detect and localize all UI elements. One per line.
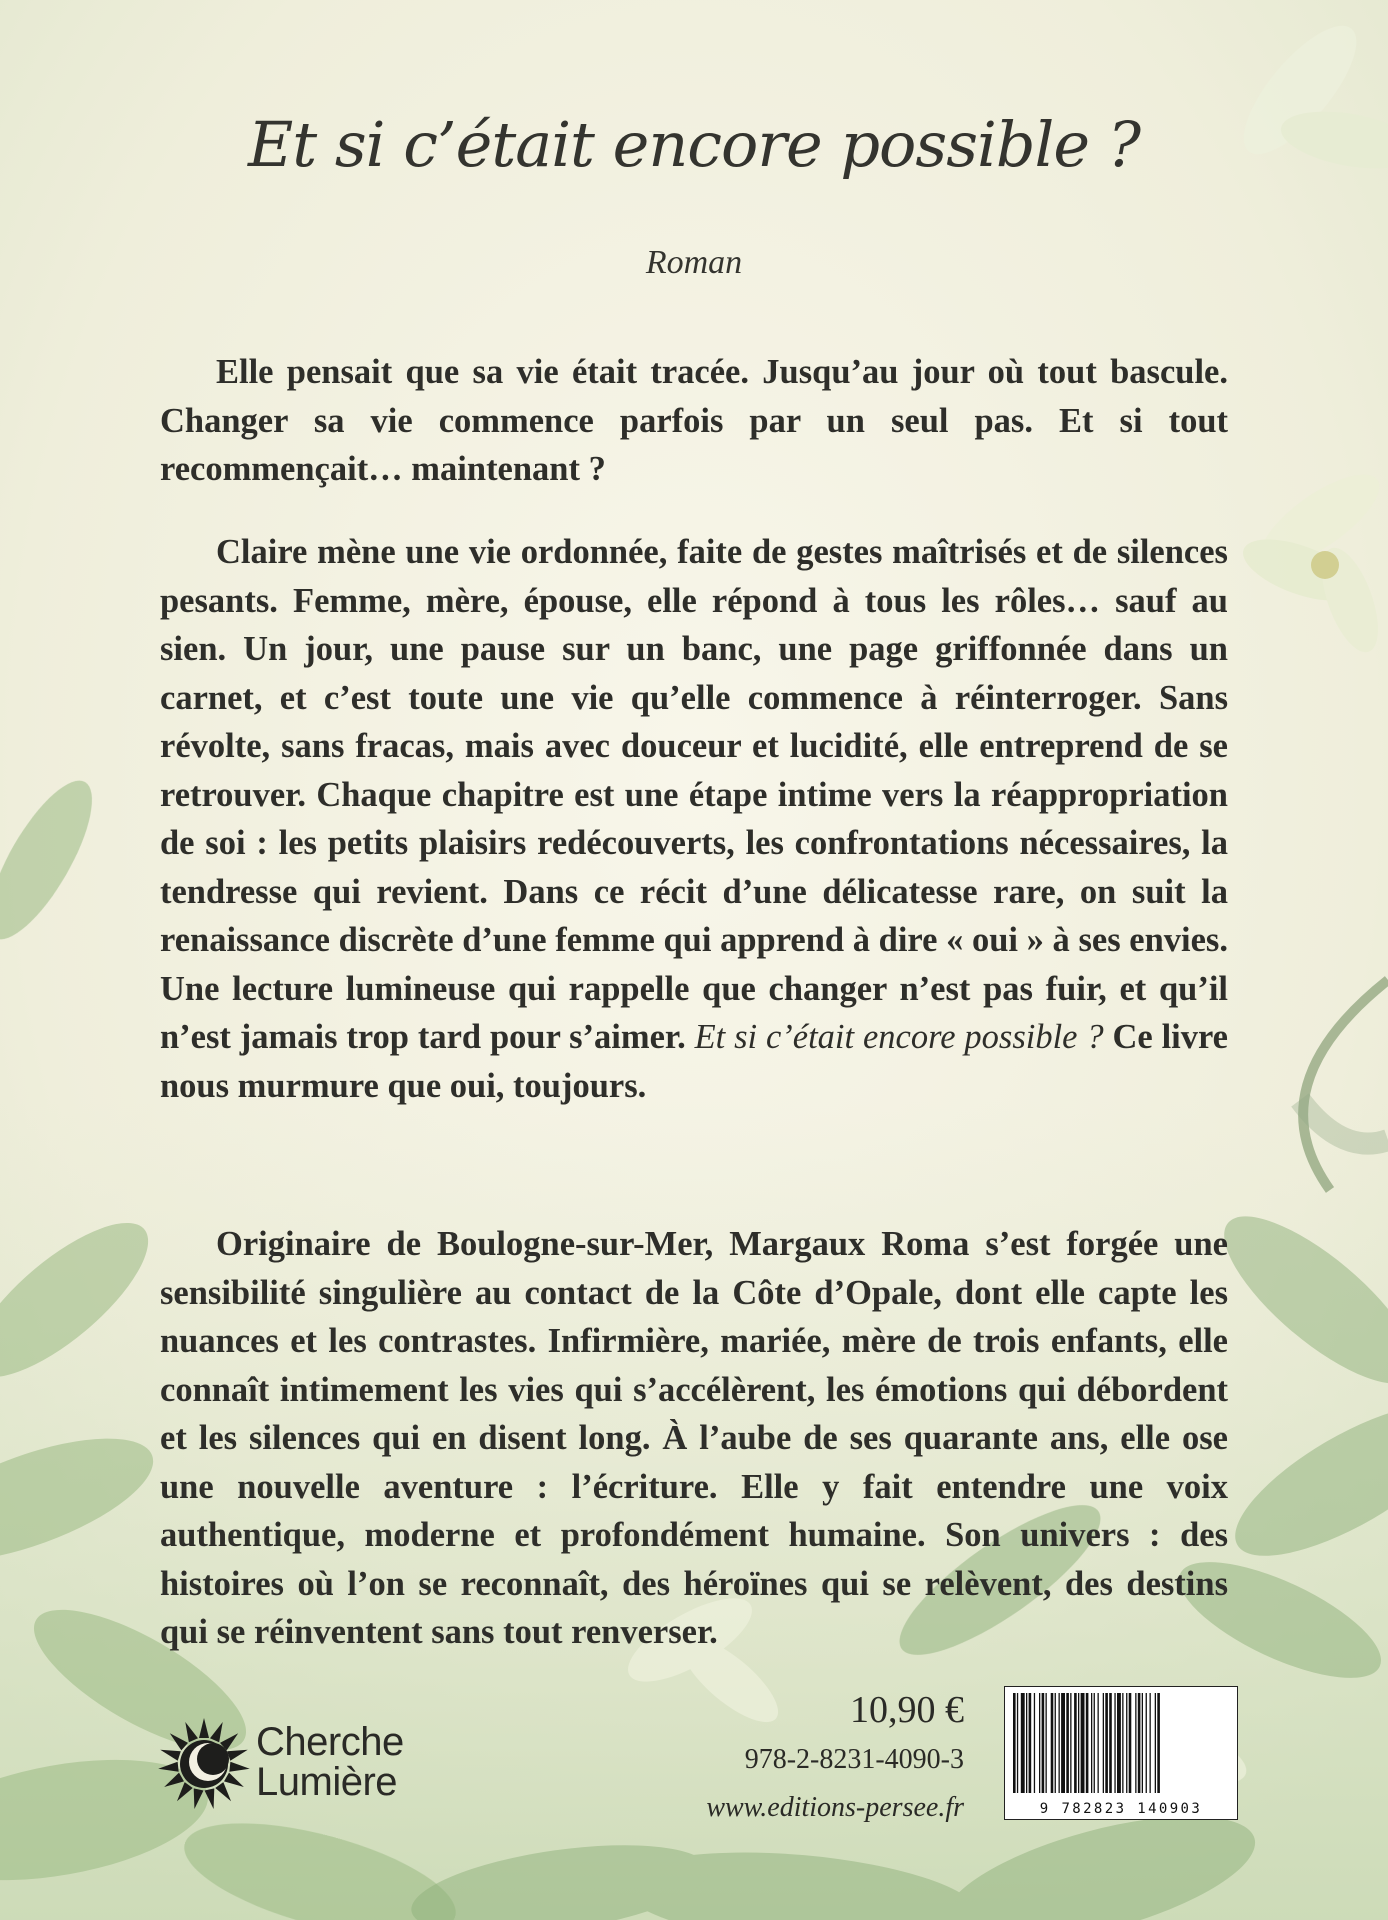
barcode-bar — [1109, 1693, 1112, 1793]
barcode-bar — [1098, 1693, 1099, 1793]
blurb-paragraph-2-text: Claire mène une vie ordonnée, faite de gestes maîtrisés et de silences pesants. Femme, mère, épouse, elle répond à tous les rôles… sauf au sien. Un jour, une pause sur un banc, une page griffonnée dans un carnet, et c’est toute une vie qu’elle commence à réinterroger. Sans révolte, sans fracas, mais avec douceur et lucidité, elle entreprend de se retrouver. Chaque chapitre est une étape intime vers la réappropriation de soi : les petits plaisirs redécouverts, les confrontations nécessaires, la tendresse qui revient. Dans ce récit d’une délicatesse rare, on suit la renaissance discrète d’une femme qui apprend à dire « oui » à ses envies. Une lecture lumineuse qui rappelle que changer n’est pas fuir, et qu’il n’est jamais trop tard pour s’aimer. — [160, 533, 1228, 1056]
barcode-bars — [1011, 1693, 1231, 1795]
barcode-bar — [1091, 1693, 1092, 1793]
barcode-bar — [1046, 1693, 1047, 1793]
book-genre: Roman — [645, 244, 743, 281]
blurb-title-mention: Et si c’était encore possible ? — [694, 1018, 1104, 1056]
publisher-website: www.editions-persee.fr — [706, 1792, 964, 1823]
publisher-name-line-2: Lumière — [256, 1760, 398, 1804]
barcode-bar — [1157, 1693, 1160, 1793]
publisher-logo — [156, 1708, 446, 1818]
barcode-bar — [1126, 1693, 1127, 1793]
barcode-bar — [1142, 1693, 1143, 1793]
blurb-paragraph-1: Elle pensait que sa vie était tracée. Jusqu’au jour où tout bascule. Changer sa vie commence parfois par un seul pas. Et si tout recommençait… maintenant ? — [160, 353, 1228, 488]
price: 10,90 € — [850, 1689, 964, 1731]
barcode-bar — [1055, 1693, 1056, 1793]
barcode-bar — [1081, 1693, 1085, 1793]
barcode-bar — [1042, 1693, 1045, 1793]
barcode-bar — [1017, 1693, 1018, 1793]
isbn-barcode — [1004, 1686, 1238, 1820]
barcode-bar — [1051, 1693, 1054, 1793]
barcode-bar — [1103, 1693, 1104, 1793]
barcode-number: 9 782823 140903 — [1039, 1801, 1203, 1817]
barcode-bar — [1034, 1693, 1035, 1793]
isbn: 978-2-8231-4090-3 — [744, 1744, 964, 1775]
barcode-bar — [1021, 1693, 1025, 1793]
barcode-bar — [1146, 1693, 1147, 1793]
barcode-bar — [1026, 1693, 1027, 1793]
barcode-bar — [1066, 1693, 1069, 1793]
barcode-bar — [1114, 1693, 1115, 1793]
barcode-bar — [1122, 1693, 1123, 1793]
barcode-bar — [1061, 1693, 1065, 1793]
barcode-bar — [1150, 1693, 1151, 1793]
sun-burst-icon — [156, 1716, 252, 1812]
author-bio: Originaire de Boulogne-sur-Mer, Margaux Roma s’est forgée une sensibilité singulière au contact de la Côte d’Opale, dont elle capte les nuances et les contrastes. Infirmière, mariée, mère de trois enfants, elle connaît intimement les vies qui s’accélèrent, les émotions qui débordent et les silences qui en disent long. À l’aube de ses quarante ans, elle ose une nouvelle aventure : l’écriture. Elle y fait entendre une voix authentique, moderne et profondément humaine. Son univers : des histoires où l’on se reconnaît, des héroïnes qui se relèvent, des destins qui se réinventent sans tout renverser. — [160, 1225, 1228, 1651]
barcode-bar — [1155, 1693, 1156, 1793]
blurb-paragraph-2-ending: Ce livre nous murmure que oui, toujours. — [160, 1018, 1228, 1105]
barcode-bar — [1013, 1693, 1016, 1793]
blurb-paragraph-2 — [160, 528, 1228, 1110]
barcode-bar — [1059, 1693, 1060, 1793]
publisher-name — [256, 1722, 404, 1802]
barcode-bar — [1078, 1693, 1079, 1793]
barcode-bar — [1086, 1693, 1089, 1793]
barcode-bar — [1074, 1693, 1077, 1793]
barcode-bar — [1138, 1693, 1141, 1793]
barcode-bar — [1094, 1693, 1095, 1793]
publisher-name-line-1: Cherche — [256, 1720, 404, 1764]
barcode-bar — [1070, 1693, 1071, 1793]
barcode-bar — [1117, 1693, 1121, 1793]
barcode-bar — [1135, 1693, 1136, 1793]
barcode-bar — [1029, 1693, 1032, 1793]
barcode-bar — [1039, 1693, 1040, 1793]
barcode-bar — [1129, 1693, 1132, 1793]
book-title: Et si c’était encore possible ? — [247, 108, 1141, 181]
barcode-bar — [1105, 1693, 1108, 1793]
